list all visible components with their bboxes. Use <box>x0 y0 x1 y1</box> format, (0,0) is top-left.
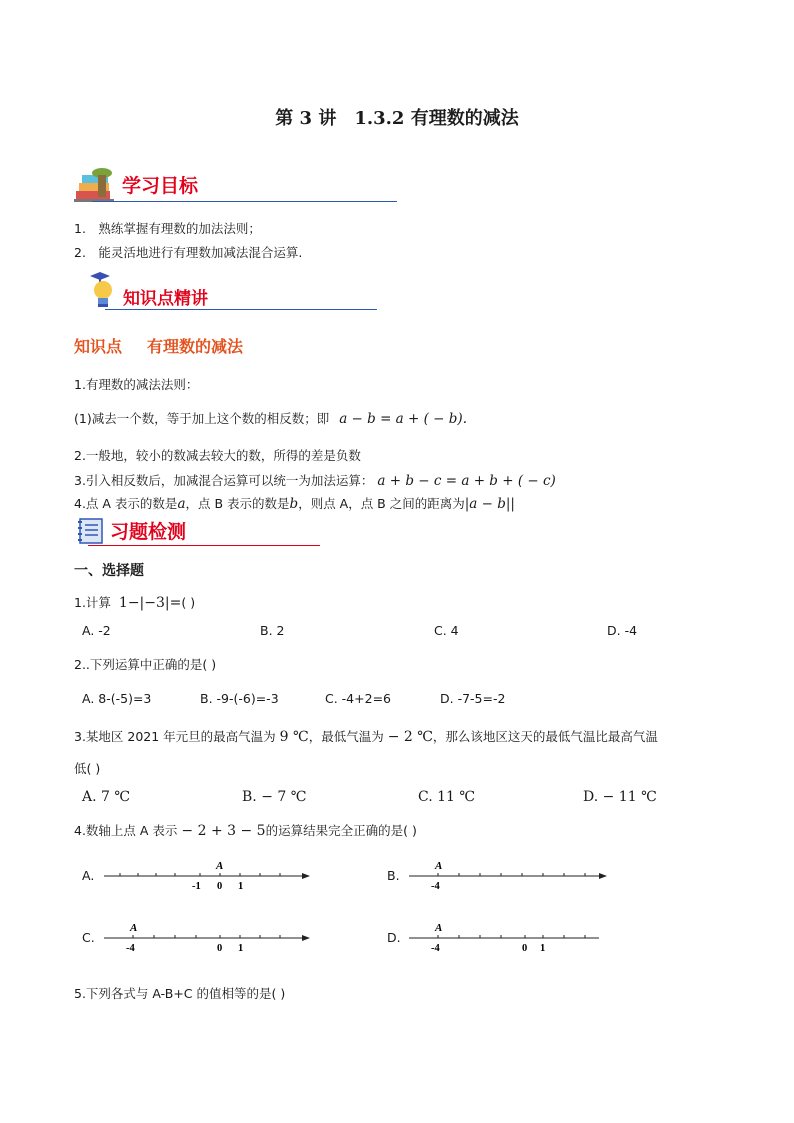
rule-line-5-b: ，点 B 表示的数是 <box>185 496 290 511</box>
axis-c-m4-label: -4 <box>126 943 135 954</box>
q4-option-b-label: B. <box>387 868 400 883</box>
axis-c-zero-label: 0 <box>217 943 223 954</box>
axis-c-one-label: 1 <box>238 943 244 954</box>
q1-paren: ( ) <box>181 595 196 610</box>
page-title: 第 3 讲 1.3.2 有理数的减法 <box>275 108 519 129</box>
notebook-icon <box>76 516 108 546</box>
number-line-b <box>405 855 610 895</box>
number-line-c <box>100 917 312 957</box>
rule-line-2 <box>74 409 467 427</box>
q3-option-b: B. − 7 ℃ <box>242 789 307 805</box>
q2-option-d: D. -7-5=-2 <box>440 691 506 706</box>
q2-option-c: C. -4+2=6 <box>325 691 391 706</box>
q4-option-c-label: C. <box>82 930 95 945</box>
q4-option-a-label: A. <box>82 868 95 883</box>
q5-stem: 5.下列各式与 A-B+C 的值相等的是( ) <box>74 986 286 1001</box>
q3-stem-b: ，最低气温为 <box>308 729 384 744</box>
q1-stem-text: 1.计算 <box>74 595 111 610</box>
rule-line-2-formula: a − b = a + ( − b). <box>339 411 467 427</box>
goal-item-1: 1. 熟练掌握有理数的加法法则； <box>74 221 261 236</box>
q1-option-a: A. -2 <box>82 623 111 638</box>
axis-a-point-label: A <box>216 860 224 872</box>
q3-stem-c: ，那么该地区这天的最低气温比最高气温 <box>432 729 658 744</box>
knowledge-point-title: 有理数的减法 <box>147 337 244 356</box>
q3-stem-a: 3.某地区 2021 年元旦的最高气温为 <box>74 729 276 744</box>
axis-a-m1-label: -1 <box>192 881 201 892</box>
number-line-a <box>100 855 312 895</box>
distance-formula: |a − b|| <box>464 496 515 512</box>
books-icon <box>72 165 118 205</box>
q1-option-c: C. 4 <box>434 623 459 638</box>
axis-d-point-label: A <box>435 922 443 934</box>
part1-heading: 一、选择题 <box>74 563 144 579</box>
rule-line-4 <box>74 471 556 489</box>
rule-line-5-a: 4.点 A 表示的数是 <box>74 496 178 511</box>
axis-b-point-label: A <box>435 860 443 872</box>
axis-d-zero-label: 0 <box>522 943 528 954</box>
q4-stem-b: 的运算结果完全正确的是( ) <box>265 823 417 838</box>
rule-line-2-text: (1)减去一个数，等于加上这个数的相反数；即 <box>74 411 330 426</box>
q3-stem <box>74 727 658 745</box>
rule-line-3: 2.一般地，较小的数减去较大的数，所得的差是负数 <box>74 448 361 463</box>
goals-underline <box>92 201 397 202</box>
axis-c-point-label: A <box>130 922 138 934</box>
q4-option-d-label: D. <box>387 930 401 945</box>
q2-option-a: A. 8-(-5)=3 <box>82 691 152 706</box>
axis-b-m4-label: -4 <box>431 881 440 892</box>
rule-line-4-formula: a + b − c = a + b + ( − c) <box>377 473 556 489</box>
bulb-icon <box>86 270 120 310</box>
exercises-heading: 习题检测 <box>110 521 187 543</box>
q3-option-a: A. 7 ℃ <box>82 789 131 805</box>
goal-item-2: 2. 能灵活地进行有理数加减法混合运算. <box>74 245 303 260</box>
q1-option-b: B. 2 <box>260 623 285 638</box>
goals-heading: 学习目标 <box>122 175 199 197</box>
q4-stem-a: 4.数轴上点 A 表示 <box>74 823 178 838</box>
axis-a-one-label: 1 <box>238 881 244 892</box>
var-b: b <box>289 496 299 512</box>
var-a: a <box>177 496 186 512</box>
q2-option-b: B. -9-(-6)=-3 <box>200 691 279 706</box>
q2-stem: 2..下列运算中正确的是( ) <box>74 657 217 672</box>
knowledge-heading: 知识点精讲 <box>123 289 208 309</box>
exercises-underline <box>88 545 320 546</box>
knowledge-point-label: 知识点 <box>74 337 123 356</box>
q3-stem-d: 低( ) <box>74 761 101 776</box>
axis-d-one-label: 1 <box>540 943 546 954</box>
rule-line-5 <box>74 494 515 512</box>
knowledge-underline <box>105 309 377 310</box>
q1-formula: 1−|−3|= <box>118 595 182 611</box>
q4-stem <box>74 821 417 839</box>
q4-formula: − 2 + 3 − 5 <box>181 823 266 839</box>
q1-stem <box>74 593 195 611</box>
number-line-d <box>405 917 605 957</box>
q3-option-c: C. 11 ℃ <box>418 789 476 805</box>
q3-option-d: D. − 11 ℃ <box>583 789 657 805</box>
q1-option-d: D. -4 <box>607 623 638 638</box>
rule-line-4-text: 3.引入相反数后，加减混合运算可以统一为加法运算： <box>74 473 374 488</box>
axis-a-zero-label: 0 <box>217 881 223 892</box>
axis-d-m4-label: -4 <box>431 943 440 954</box>
q3-low-temp: − 2 ℃ <box>387 729 433 745</box>
rule-line-5-c: ，则点 A，点 B 之间的距离为 <box>298 496 465 511</box>
rule-line-1: 1.有理数的减法法则： <box>74 377 199 392</box>
q3-high-temp: 9 ℃ <box>279 729 309 745</box>
